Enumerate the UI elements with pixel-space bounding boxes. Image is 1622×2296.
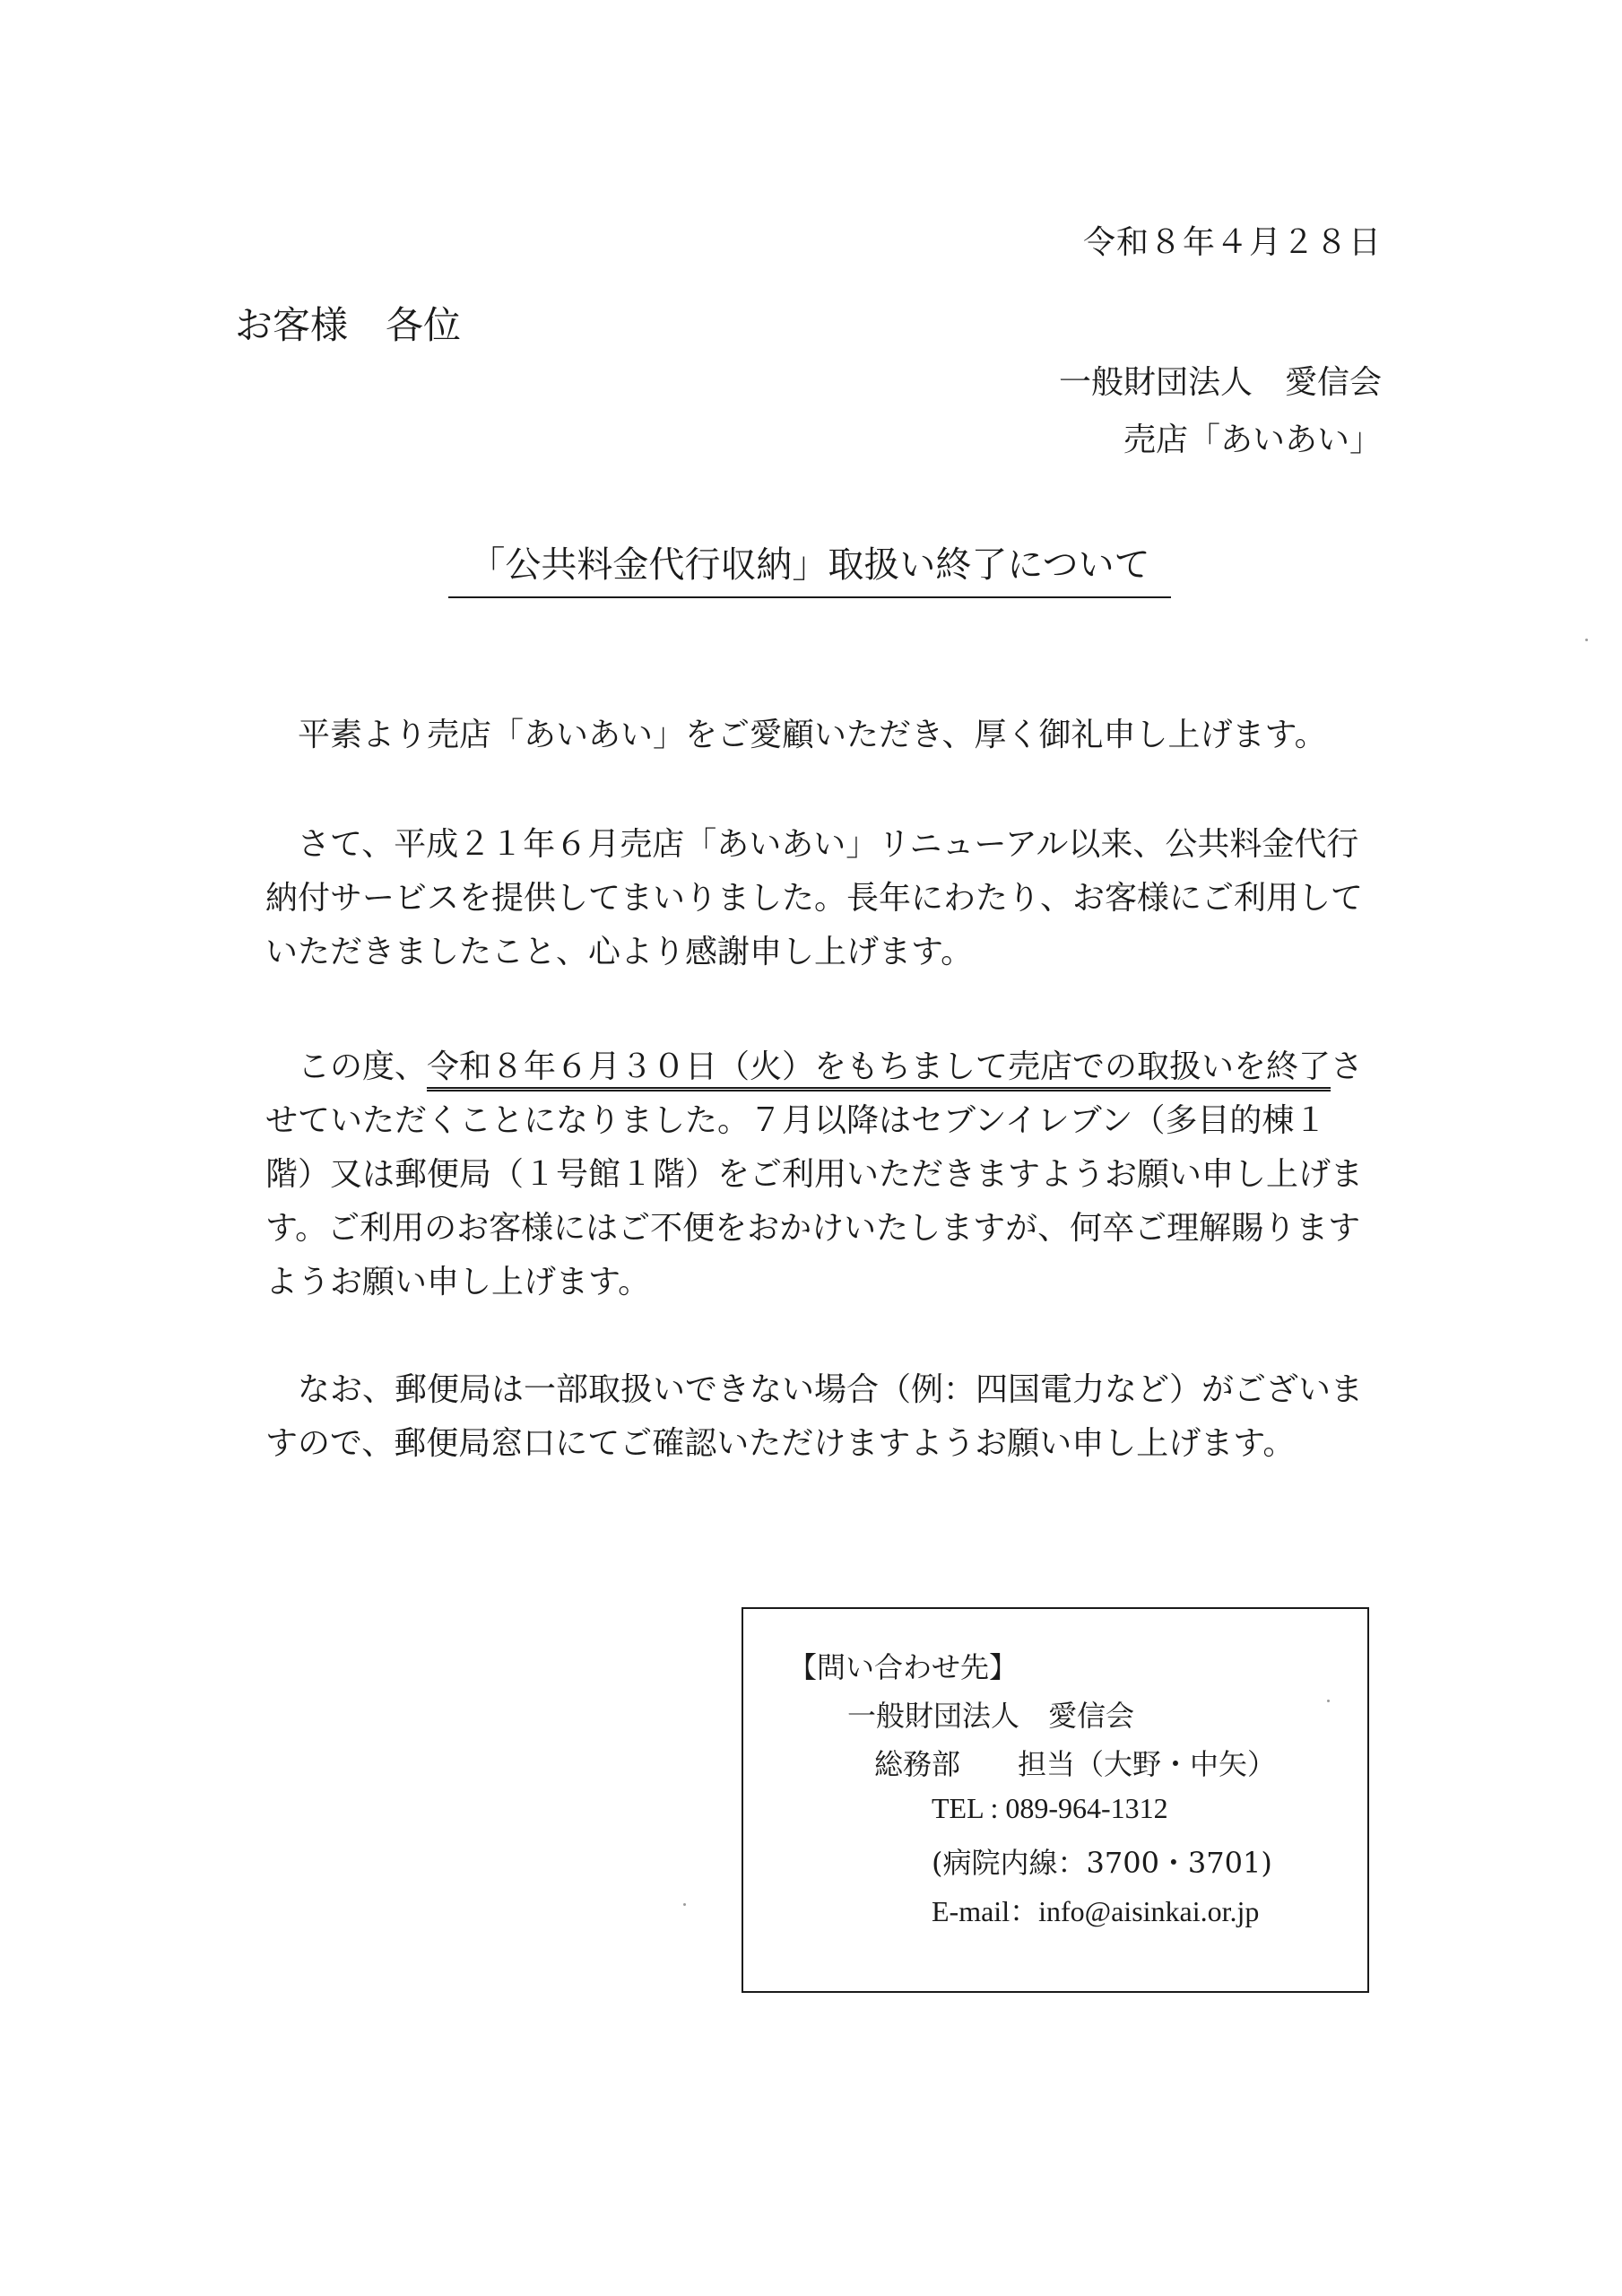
contact-phone: TEL : 089-964-1312 [932, 1792, 1168, 1824]
sender-organization: 一般財団法人 愛信会 [1058, 364, 1382, 401]
paragraph-greeting [298, 709, 1401, 762]
paragraph-post-office-note [265, 1363, 1368, 1471]
paragraph-line: 納付サービスを提供してまいりました。長年にわたり、お客様にご利用して [265, 880, 1364, 917]
paragraph-line: す。ご利用のお客様にはご不便をおかけいたしますが、何卒ご理解賜ります [265, 1210, 1361, 1247]
paragraph-termination [265, 1040, 1368, 1309]
contact-organization: 一般財団法人 愛信会 [847, 1699, 1135, 1733]
contact-heading: 【問い合わせ先】 [788, 1650, 1019, 1684]
addressee: お客様 各位 [235, 303, 462, 347]
notice-title: 「公共料金代行収納」取扱い終了について [448, 536, 1171, 598]
contact-department: 総務部 担当（大野・中矢） [874, 1747, 1277, 1781]
termination-prefix: この度、 [298, 1048, 428, 1085]
paragraph-line: さて、平成２１年６月売店「あいあい」リニューアル以来、公共料金代行 [298, 826, 1359, 863]
scan-speck [1327, 1700, 1330, 1702]
sender-shop: 売店「あいあい」 [1123, 422, 1382, 458]
contact-extension: (病院内線：3700・3701) [932, 1846, 1272, 1880]
paragraph-line: 平素より売店「あいあい」をご愛顧いただき、厚く御礼申し上げます。 [298, 717, 1327, 753]
document-date: 令和８年４月２８日 [1082, 224, 1382, 261]
paragraph-history [265, 818, 1368, 979]
paragraph-line: なお、郵便局は一部取扱いできない場合（例：四国電力など）がございま [298, 1371, 1364, 1408]
paragraph-line: ようお願い申し上げます。 [265, 1264, 651, 1300]
paragraph-line: すので、郵便局窓口にてご確認いただけますようお願い申し上げます。 [265, 1425, 1296, 1462]
paragraph-line: いただきましたこと、心より感謝申し上げます。 [265, 934, 974, 970]
scan-speck [683, 1903, 686, 1906]
termination-date-highlight: 令和８年６月３０日（火）をもちまして売店での取扱いを終了 [427, 1048, 1331, 1091]
termination-suffix: さ [1331, 1048, 1364, 1085]
paragraph-line: せていただくことになりました。７月以降はセブンイレブン（多目的棟１ [265, 1102, 1327, 1139]
paragraph-line [265, 1040, 1368, 1094]
scan-speck [1585, 639, 1588, 641]
contact-box [742, 1607, 1369, 1993]
paragraph-line: 階）又は郵便局（１号館１階）をご利用いただきますようお願い申し上げま [265, 1156, 1364, 1193]
contact-email: E-mail：info@aisinkai.or.jp [932, 1895, 1260, 1927]
